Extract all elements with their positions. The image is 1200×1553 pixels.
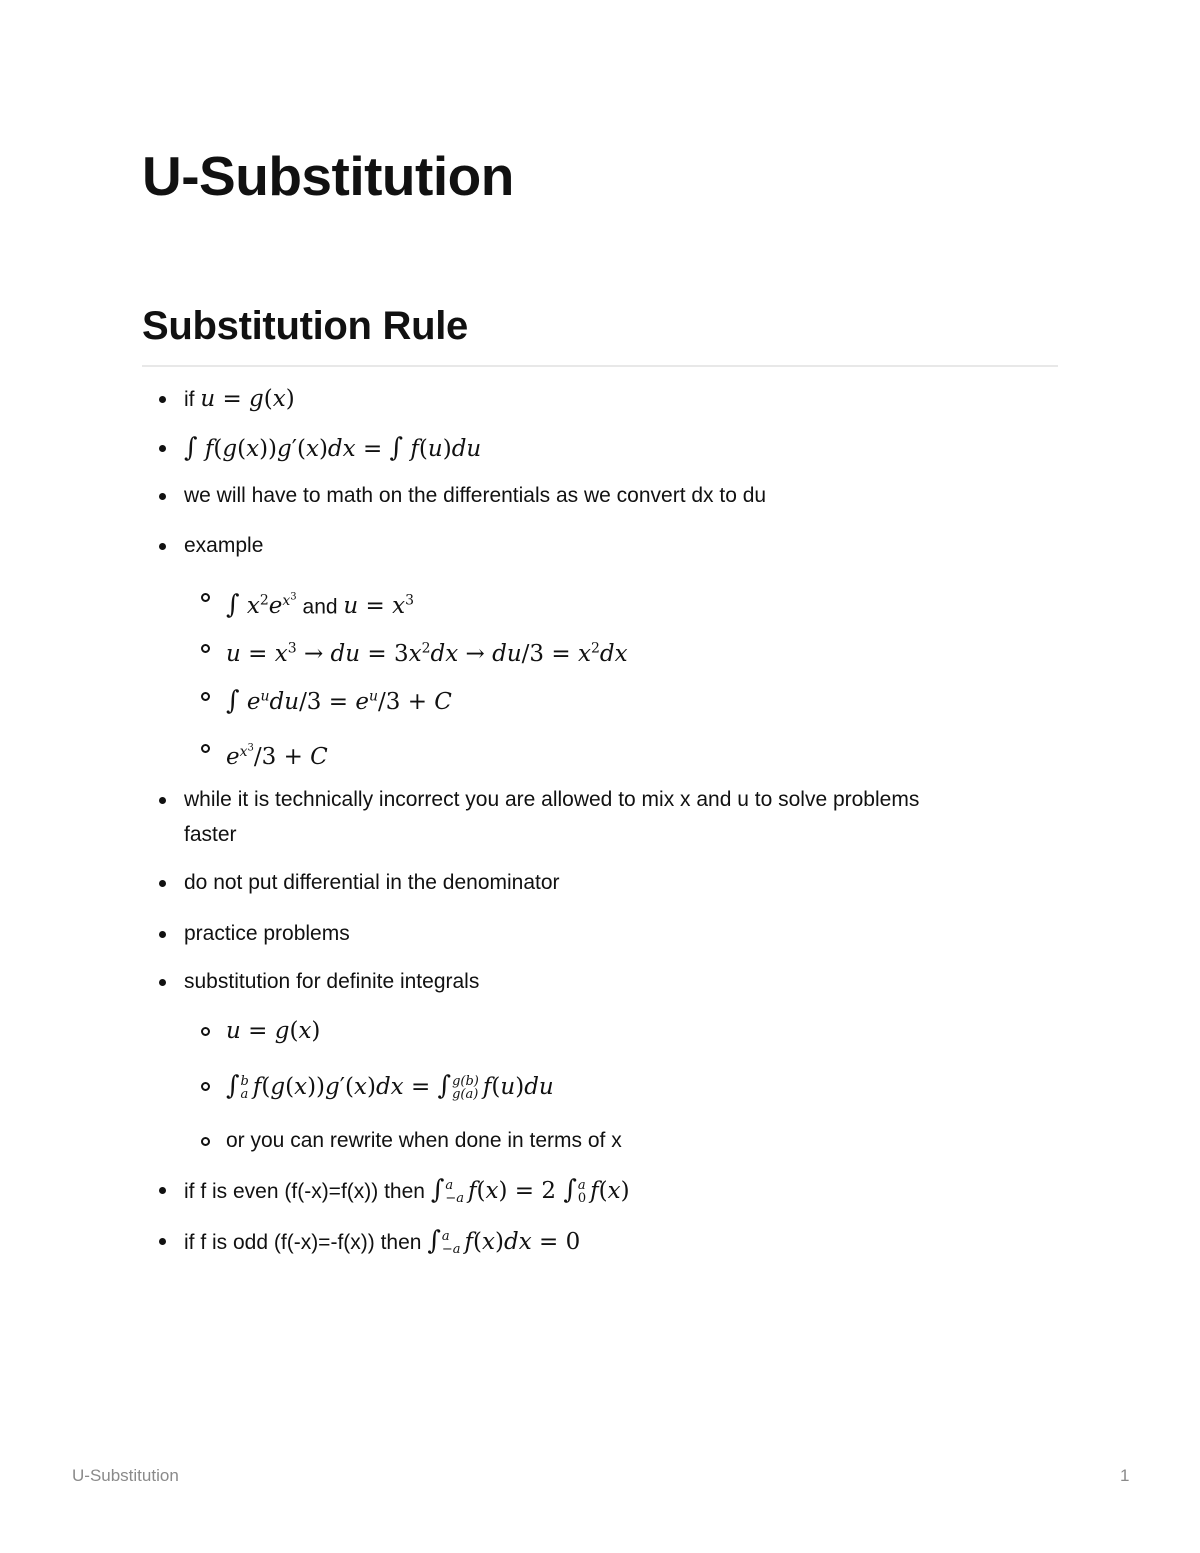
sub-list-item	[226, 1069, 554, 1103]
math-expression: u = g(x)	[226, 1018, 321, 1044]
list-item: while it is technically incorrect you are allowed to mix x and u to solve problems	[184, 783, 919, 817]
bullet-dot	[159, 979, 166, 986]
list-item: example	[184, 529, 263, 563]
sub-list-item	[226, 1014, 320, 1048]
bullet-ring	[201, 1082, 210, 1091]
bullet-dot	[159, 543, 166, 550]
bullet-ring	[201, 593, 210, 602]
bullet-dot	[159, 1187, 166, 1194]
section-divider	[142, 365, 1058, 367]
list-item: if f is even (f(-x)=f(x)) then ∫ a −a f(x) = 2 ∫ a 0 f(x)	[184, 1173, 630, 1207]
list-item: do not put differential in the denominator	[184, 866, 560, 900]
bullet-ring	[201, 692, 210, 701]
bullet-dot	[159, 445, 166, 452]
math-expression: ∫ f(g(x))g′(x)dx = ∫ f(u)du	[184, 433, 482, 463]
section-title: Substitution Rule	[142, 304, 468, 348]
bullet-ring	[201, 744, 210, 753]
page-title: U-Substitution	[142, 145, 514, 207]
list-item	[184, 431, 481, 465]
sub-list-item: or you can rewrite when done in terms of x	[226, 1124, 622, 1158]
math-expression: u = g(x)	[200, 386, 295, 412]
list-item: if f is odd (f(-x)=-f(x)) then ∫ a −a f(x)dx = 0	[184, 1224, 580, 1258]
list-item: practice problems	[184, 917, 350, 951]
math-expression: ∫ a −a f(x) = 2 ∫ a 0 f(x)	[430, 1175, 630, 1206]
list-item-continuation: faster	[184, 823, 237, 846]
footer-title: U-Substitution	[72, 1466, 179, 1485]
bullet-dot	[159, 797, 166, 804]
sub-list-item	[226, 631, 628, 665]
bullet-dot	[159, 931, 166, 938]
bullet-dot	[159, 493, 166, 500]
bullet-ring	[201, 1027, 210, 1036]
math-expression: ∫ $x^2e^{x^3}$	[226, 590, 297, 621]
list-item: we will have to math on the differentials as we convert dx to du	[184, 479, 766, 513]
bullet-ring	[201, 1137, 210, 1146]
math-expression: ∫ $e^udu/3 = e^u/3 + C$	[226, 685, 452, 716]
sub-list-item	[226, 679, 452, 716]
page-number: 1	[1120, 1466, 1130, 1485]
bullet-dot	[159, 396, 166, 403]
math-expression: ∫ a −a f(x)dx = 0	[427, 1226, 581, 1257]
bullet-ring	[201, 644, 210, 653]
list-item: if u = g(x)	[184, 382, 295, 416]
sub-list-item	[226, 731, 328, 771]
math-expression: $u = x^3$	[343, 592, 415, 620]
bullet-dot	[159, 880, 166, 887]
bullet-dot	[159, 1238, 166, 1245]
sub-list-item: ∫ $x^2e^{x^3}$ and $u = x^3$	[226, 580, 414, 614]
math-expression: ∫ b a f(g(x))g′(x)dx = ∫ g(b) g(a) f(u)du	[226, 1071, 554, 1102]
math-expression: $e^{x^3}/3 + C$	[226, 742, 328, 771]
math-expression: $u = x^3$ → du = $3x^2dx \to du/3 = x^2dx$	[226, 640, 628, 667]
list-item: substitution for definite integrals	[184, 965, 479, 999]
